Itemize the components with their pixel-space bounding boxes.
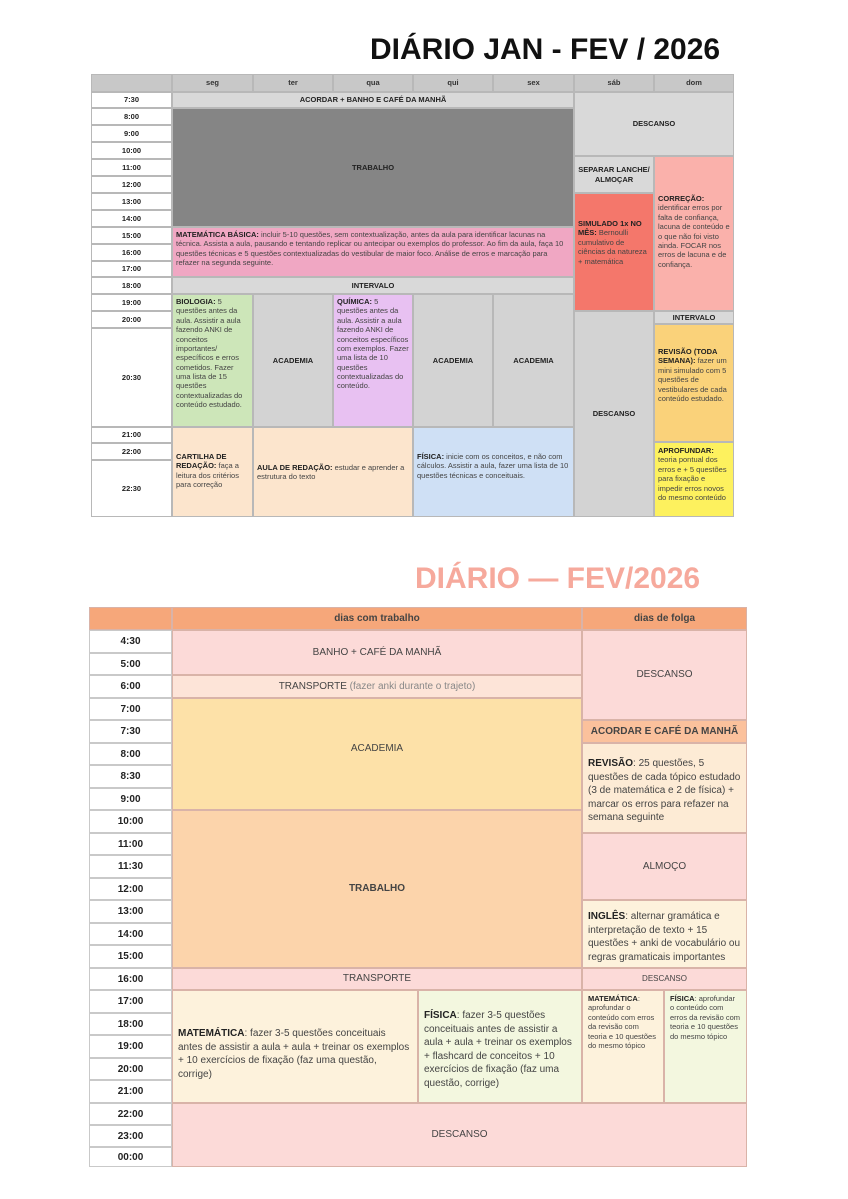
time-cell: 20:30 xyxy=(91,328,172,427)
matematica-folga-text: : aprofundar o conteúdo com erros da revisão com teoria e 10 questões do mesmo tópico xyxy=(588,994,656,1050)
time-cell: 8:00 xyxy=(89,743,172,765)
time-cell: 13:00 xyxy=(89,900,172,923)
acordar-cafe-block: ACORDAR E CAFÉ DA MANHÃ xyxy=(582,720,747,743)
matematica-work-text: : fazer 3-5 questões conceituais antes de assistir a aula + aula + treinar os exemplos + 10 exercícios de fixação (faz uma questão, corrige) xyxy=(178,1028,410,1080)
quimica-title: QUÍMICA: xyxy=(337,297,372,306)
time-cell: 21:00 xyxy=(91,427,172,443)
biologia-text: 5 questões antes da aula. Assistir a aula fazendo ANKI de conceitos importantes/ específicos e erros cometidos. Fazer uma lista de 15 questões contextualizadas do conteúdo estudado. xyxy=(176,297,243,410)
simulado-title: SIMULADO 1x NO MÊS: xyxy=(578,219,642,238)
fisica-block xyxy=(413,427,574,517)
time-cell: 6:00 xyxy=(89,675,172,698)
fisica-text: inicie com os conceitos, e não com cálculos. Assistir a aula, fazer uma lista de 10 questões técnicas e conceituais. xyxy=(417,452,569,480)
revisao-block-2 xyxy=(582,743,747,833)
ingles-title: INGLÊS xyxy=(588,911,626,922)
simulado-text: Bernoulli cumulativo de ciências da natureza + matemática xyxy=(578,228,647,266)
aula-redacao-block xyxy=(253,427,413,517)
time-cell: 12:00 xyxy=(91,176,172,193)
time-cell: 18:00 xyxy=(89,1013,172,1035)
descanso-weekend-morning: DESCANSO xyxy=(574,92,734,156)
fisica-work-title: FÍSICA xyxy=(424,1010,457,1021)
intervalo-block: INTERVALO xyxy=(172,277,574,294)
correcao-block xyxy=(654,156,734,311)
academia-sex-block: ACADEMIA xyxy=(493,294,574,427)
time-cell: 8:30 xyxy=(89,765,172,788)
revisao-text: fazer um mini simulado com 5 questões de vestibulares de cada conteúdo estudado. xyxy=(658,356,727,403)
time-cell: 7:30 xyxy=(89,720,172,743)
matematica-folga-block xyxy=(582,990,664,1103)
time-cell: 5:00 xyxy=(89,653,172,675)
matematica-work-title: MATEMÁTICA xyxy=(178,1028,245,1039)
fisica-work-text: : fazer 3-5 questões conceituais antes de assistir a aula + aula + treinar os exemplos + flashcard de conceitos + 10 exercícios de fixação (faz uma questão, corrige) xyxy=(424,1010,572,1089)
aprofundar-block xyxy=(654,442,734,517)
time-cell: 12:00 xyxy=(89,878,172,900)
academia-ter-block: ACADEMIA xyxy=(253,294,333,427)
time-cell: 22:00 xyxy=(91,443,172,460)
cartilha-redacao-block xyxy=(172,427,253,517)
matematica-basica-block xyxy=(172,227,574,277)
page-title-fev: DIÁRIO — FEV/2026 xyxy=(415,562,701,595)
time-cell: 00:00 xyxy=(89,1147,172,1167)
time-cell: 15:00 xyxy=(91,227,172,244)
day-header-sab: sáb xyxy=(574,74,654,92)
day-header-qua: qua xyxy=(333,74,413,92)
descanso-folga-manha: DESCANSO xyxy=(582,630,747,720)
aprofundar-title: APROFUNDAR: xyxy=(658,446,714,455)
day-header-sex: sex xyxy=(493,74,574,92)
time-cell: 19:00 xyxy=(89,1035,172,1058)
quimica-block xyxy=(333,294,413,427)
header-corner xyxy=(91,74,172,92)
biologia-block xyxy=(172,294,253,427)
matematica-work-block xyxy=(172,990,418,1103)
correcao-title: CORREÇÃO: xyxy=(658,194,705,203)
fisica-folga-title: FÍSICA xyxy=(670,994,695,1003)
transporte-text: (fazer anki durante o trajeto) xyxy=(346,680,476,692)
matematica-folga-title: MATEMÁTICA xyxy=(588,994,638,1003)
quimica-text: 5 questões antes da aula. Assistir a aula fazendo ANKI de conceitos específicos com exemplos. Fazer uma lista de 10 questões contextualizadas do conteúdo. xyxy=(337,297,409,391)
almoco-block: ALMOÇO xyxy=(582,833,747,900)
time-cell: 7:00 xyxy=(89,698,172,720)
day-header-ter: ter xyxy=(253,74,333,92)
fisica-work-block xyxy=(418,990,582,1103)
trabalho-block: TRABALHO xyxy=(172,108,574,227)
simulado-block xyxy=(574,193,654,311)
time-cell: 10:00 xyxy=(89,810,172,833)
time-cell: 9:00 xyxy=(91,125,172,142)
time-cell: 22:30 xyxy=(91,460,172,517)
time-cell: 22:00 xyxy=(89,1103,172,1125)
time-cell: 21:00 xyxy=(89,1080,172,1103)
academia-block: ACADEMIA xyxy=(172,698,582,810)
fisica-title: FÍSICA: xyxy=(417,452,445,461)
time-cell: 18:00 xyxy=(91,277,172,294)
time-cell: 20:00 xyxy=(89,1058,172,1080)
time-cell: 10:00 xyxy=(91,142,172,159)
correcao-text: identificar erros por falta de confiança, lacuna de conteúdo e o que não foi visto ainda. FOCAR nos erros de lacuna e de confiança. xyxy=(658,203,730,269)
time-cell: 11:00 xyxy=(91,159,172,176)
time-cell: 19:00 xyxy=(91,294,172,311)
day-header-seg: seg xyxy=(172,74,253,92)
separar-lanche-block: SEPARAR LANCHE/ ALMOÇAR xyxy=(574,156,654,193)
transporte-tarde-block: TRANSPORTE xyxy=(172,968,582,990)
time-cell: 13:00 xyxy=(91,193,172,210)
day-header-dom: dom xyxy=(654,74,734,92)
time-cell: 9:00 xyxy=(89,788,172,810)
descanso-folga-tarde: DESCANSO xyxy=(582,968,747,990)
revisao-block xyxy=(654,324,734,442)
biologia-title: BIOLOGIA: xyxy=(176,297,216,306)
descanso-sabado-block: DESCANSO xyxy=(574,311,654,517)
time-cell: 16:00 xyxy=(89,968,172,990)
aula-redacao-title: AULA DE REDAÇÃO: xyxy=(257,463,333,472)
descanso-noite-block: DESCANSO xyxy=(172,1103,747,1167)
revisao-title: REVISÃO (TODA SEMANA): xyxy=(658,347,718,366)
banho-cafe-block: BANHO + CAFÉ DA MANHÃ xyxy=(172,630,582,675)
header-dias-folga: dias de folga xyxy=(582,607,747,630)
time-cell: 4:30 xyxy=(89,630,172,653)
matematica-basica-title: MATEMÁTICA BÁSICA: xyxy=(176,230,259,239)
fisica-folga-text: : aprofundar o conteúdo com erros da revisão com teoria e 10 questões do mesmo tópico xyxy=(670,994,741,1041)
aula-redacao-text: estudar e aprender a estrutura do texto xyxy=(257,463,405,482)
acordar-block: ACORDAR + BANHO E CAFÉ DA MANHÃ xyxy=(172,92,574,108)
cartilha-text: faça a leitura dos critérios para correção xyxy=(176,461,239,490)
time-cell: 15:00 xyxy=(89,945,172,968)
time-cell: 20:00 xyxy=(91,311,172,328)
revisao-title-2: REVISÃO xyxy=(588,758,634,769)
trabalho-block-2: TRABALHO xyxy=(172,810,582,968)
transporte-manha-block xyxy=(172,675,582,698)
time-cell: 23:00 xyxy=(89,1125,172,1147)
day-header-qui: qui xyxy=(413,74,493,92)
ingles-block xyxy=(582,900,747,968)
matematica-basica-text: incluir 5-10 questões, sem contextualização, antes da aula para identificar lacunas na técnica. Assista a aula, pausando e tentando replicar ou antecipar ou exemplos do professor. Ao fim da aula, faça 10 questões técnicas e 5 questões contextualizadas do vestibular de maior foco. Análise de erros e marcação para refazer na segunda seguinte. xyxy=(176,230,564,268)
time-cell: 14:00 xyxy=(91,210,172,227)
page-title-jan-fev: DIÁRIO JAN - FEV / 2026 xyxy=(370,33,721,66)
time-cell: 11:30 xyxy=(89,855,172,878)
intervalo-domingo-block: INTERVALO xyxy=(654,311,734,324)
time-cell: 17:00 xyxy=(91,261,172,277)
cartilha-title: CARTILHA DE REDAÇÃO: xyxy=(176,452,227,471)
revisao-text-2: : 25 questões, 5 questões de cada tópico estudado (3 de matemática e 2 de física) + marcar os erros para refazer na semana seguinte xyxy=(588,758,741,823)
header-dias-trabalho: dias com trabalho xyxy=(172,607,582,630)
ingles-text: : alternar gramática e interpretação de texto + 15 questões + anki de vocabulário ou regras gramaticais importantes xyxy=(588,911,741,963)
time-cell: 7:30 xyxy=(91,92,172,108)
aprofundar-text: teoria pontual dos erros e + 5 questões para fixação e impedir erros novos do mesmo conteúdo xyxy=(658,455,727,502)
time-cell: 16:00 xyxy=(91,244,172,261)
academia-qui-block: ACADEMIA xyxy=(413,294,493,427)
time-cell: 8:00 xyxy=(91,108,172,125)
header-corner-2 xyxy=(89,607,172,630)
time-cell: 17:00 xyxy=(89,990,172,1013)
transporte-title: TRANSPORTE xyxy=(278,680,347,692)
fisica-folga-block xyxy=(664,990,747,1103)
time-cell: 11:00 xyxy=(89,833,172,855)
time-cell: 14:00 xyxy=(89,923,172,945)
